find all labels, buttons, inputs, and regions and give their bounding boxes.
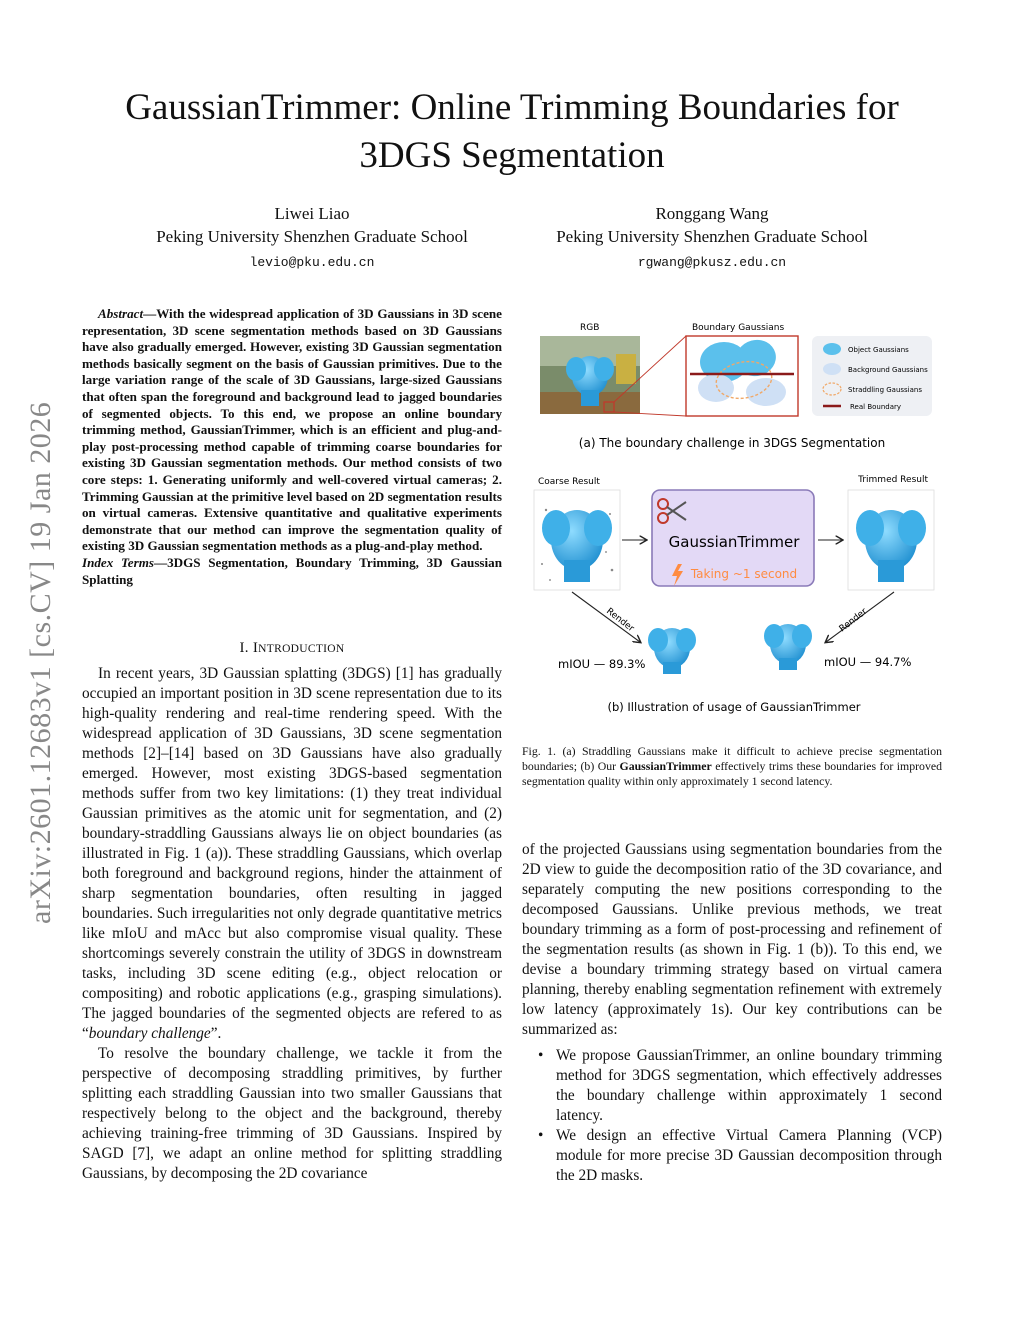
legend <box>812 336 932 416</box>
intro-paragraph-2: To resolve the boundary challenge, we tackle it from the perspective of decomposing straddling primitives, by further splitting each straddling Gaussian into two smaller Gaussians that respectively belong to the object and the background, thereby achieving training-free trimming of 3D Gaussians. Inspired by SAGD [7], we adapt an online method for splitting straddling Gaussians, by decomposing the 2D covariance <box>82 1045 502 1182</box>
intro-paragraph-1: In recent years, 3D Gaussian splatting (3DGS) [1] has gradually occupied an important position in 3D scene representation due to its high-quality rendering and real-time rendering speed. With the widespread application of 3D Gaussians, 3D scene segmentation methods [2]–[14] based on 3D Gaussians have also gradually emerged. However, most existing 3DGS-based segmentation methods suffer from two key limitations: (1) they treat individual Gaussian primitives as the atomic unit for segmentation, and (2) boundary-straddling Gaussians always lie on object boundaries (as illustrated in Fig. 1 (a)). These straddling Gaussians, which overlap both foreground and background regions, hinder the attainment of sharp segmentation boundaries, often resulting in jagged boundaries. Such irregularities not only degrade quantitative metrics like mIoU and mAcc but also compromise visual quality. These shortcomings severely constrain the utility of 3DGS in downstream tasks, including 3D scene editing (e.g., object relocation or compositing) and robotic applications (e.g., grasping simulations). The jagged boundaries of the segmented objects are refered to as “boundary challenge”. <box>82 665 502 1042</box>
boundary-gaussians-label: Boundary Gaussians <box>692 323 785 333</box>
trimmed-result-label: Trimmed Result <box>858 475 928 485</box>
legend-swatch-object <box>823 343 841 355</box>
author-block-2 <box>512 202 912 274</box>
render-label-left: Render <box>604 606 636 635</box>
paper-title <box>60 84 964 180</box>
subcaption-a: (a) The boundary challenge in 3DGS Segmentation <box>578 436 886 450</box>
miou-left: mIOU — 89.3% <box>558 657 646 671</box>
legend-boundary: Real Boundary <box>850 403 902 411</box>
author-email: levio@pku.edu.cn <box>249 255 375 270</box>
contribution-item: • We propose GaussianTrimmer, an online boundary trimming method for 3DGS segmentation, which effectively addresses the boundary challenge within approximately 1 second latency. <box>522 1046 942 1126</box>
abstract <box>82 306 502 588</box>
author-email: rgwang@pkusz.edu.cn <box>637 255 787 270</box>
left-column-body <box>82 664 502 1184</box>
index-terms-text: —3DGS Segmentation, Boundary Trimming, 3D Gaussian Splatting <box>82 554 502 587</box>
author-affiliation: Peking University Shenzhen Graduate School <box>156 227 468 246</box>
figure-1 <box>520 314 945 724</box>
figure-caption: Fig. 1. (a) Straddling Gaussians make it difficult to achieve precise segmentation boundaries; (b) Our GaussianTrimmer effectively trims these boundaries for improved segmentation quality within only approximately 1 second latency. <box>522 744 942 788</box>
trimmed-result-image <box>848 490 934 590</box>
title-line-2: 3DGS Segmentation <box>359 135 665 176</box>
index-terms-lead: Index Terms <box>82 554 154 570</box>
intro-paragraph-3: of the projected Gaussians using segmentation boundaries from the 2D view to guide the decomposition ratio of the 3D covariance, and separately computing the new positions corresponding to the decomposed Gaussians. Unlike previous methods, we treat boundary trimming as a form of post-processing and refinement of the segmentation results (as shown in Fig. 1 (b)). To this end, we devise a boundary trimming strategy based on virtual camera planning, thereby enabling segmentation refinement with extremely low latency (approximately 1s). Our key contributions can be summarized as: <box>522 841 942 1038</box>
render-label-right: Render <box>837 606 870 635</box>
contribution-item: • We design an effective Virtual Camera Planning (VCP) module for more precise 3D Gaussian decomposition through the 2D masks. <box>522 1126 942 1186</box>
coarse-result-label: Coarse Result <box>538 477 600 487</box>
author-name: Ronggang Wang <box>655 204 769 223</box>
contribution-list <box>522 1046 942 1186</box>
rgb-photo <box>540 336 640 414</box>
legend-object: Object Gaussians <box>848 346 909 354</box>
coarse-result-image <box>534 490 620 590</box>
box-subtitle: Taking ~1 second <box>690 567 798 581</box>
title-line-1: GaussianTrimmer: Online Trimming Boundaries for <box>125 87 899 128</box>
rendered-elephant-left <box>648 628 696 674</box>
miou-right: mIOU — 94.7% <box>824 655 912 669</box>
author-block-1 <box>112 202 512 274</box>
section-heading: I. INTRODUCTION <box>239 640 345 656</box>
abstract-lead: Abstract <box>98 306 144 321</box>
abstract-text: —With the widespread application of 3D Gaussians in 3D scene representation, 3D scene segmentation methods based on 3D Gaussians have also gradually emerged. However, existing 3D Gaussian segmentation methods basically segment on the basis of Gaussian primitives. Due to the large variation range of the scale of 3D Gaussians, large-sized Gaussians that often span the foreground and background lead to jagged boundaries of segmented objects. To this end, we propose an online boundary trimming method, GaussianTrimmer, which is an efficient and plug-and-play post-processing method capable of trimming coarse boundaries for existing 3D Gaussian segmentation methods. Our method consists of two core steps: 1. Generating uniformly and well-covered virtual cameras; 2. Trimming Gaussian at the primitive level based on 2D segmentation results on virtual cameras. Extensive quantitative and qualitative experiments demonstrate that our method can improve the segmentation quality of existing 3D Gaussian segmentation methods as a plug-and-play method. <box>82 306 502 554</box>
box-title: GaussianTrimmer <box>668 533 800 551</box>
gaussiantrimmer-box <box>652 490 814 586</box>
rendered-elephant-right <box>764 624 812 670</box>
arxiv-stamp: arXiv:2601.12683v1 [cs.CV] 19 Jan 2026 <box>24 401 57 924</box>
legend-swatch-background <box>823 363 841 375</box>
legend-straddling: Straddling Gaussians <box>848 386 922 394</box>
right-column-body <box>522 840 942 1186</box>
legend-background: Background Gaussians <box>848 366 928 374</box>
author-affiliation: Peking University Shenzhen Graduate School <box>556 227 868 246</box>
subcaption-b: (b) Illustration of usage of GaussianTrimmer <box>607 700 861 714</box>
author-name: Liwei Liao <box>274 204 350 223</box>
boundary-gaussians-zoom <box>686 335 798 416</box>
rgb-label: RGB <box>580 323 600 333</box>
